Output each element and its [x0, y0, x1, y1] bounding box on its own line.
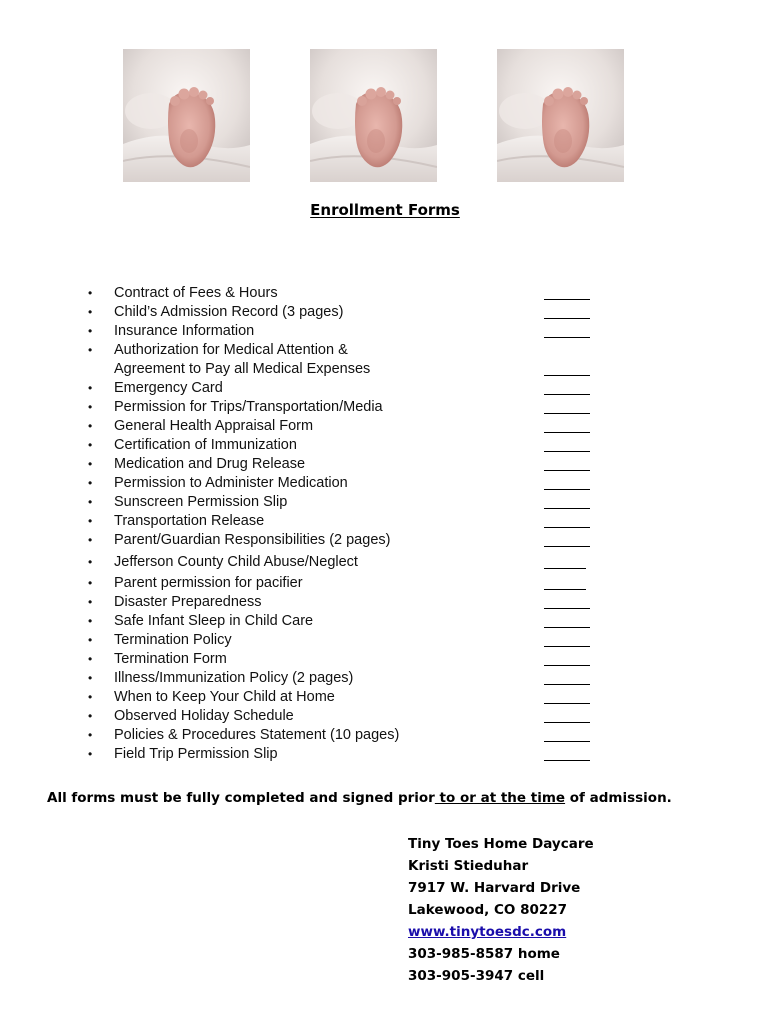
- bullet-icon: •: [88, 728, 93, 742]
- bullet-icon: •: [88, 419, 93, 433]
- checkoff-blank[interactable]: [544, 508, 590, 509]
- enrollment-form-list: [88, 284, 608, 764]
- form-name: Policies & Procedures Statement (10 pages): [114, 727, 400, 743]
- checkoff-blank[interactable]: [544, 665, 590, 666]
- form-list-item: [88, 612, 608, 631]
- form-name: Permission to Administer Medication: [114, 475, 348, 491]
- checkoff-blank[interactable]: [544, 413, 590, 414]
- form-name: Observed Holiday Schedule: [114, 708, 294, 724]
- home-phone: 303-985-8587 home: [408, 946, 560, 962]
- form-list-item: [88, 303, 608, 322]
- bullet-icon: •: [88, 286, 93, 300]
- form-name: Field Trip Permission Slip: [114, 746, 278, 762]
- bullet-icon: •: [88, 400, 93, 414]
- checkoff-blank[interactable]: [544, 318, 590, 319]
- bullet-icon: •: [88, 495, 93, 509]
- form-list-item: [88, 726, 608, 745]
- form-name: Transportation Release: [114, 513, 265, 529]
- form-name: Medication and Drug Release: [114, 456, 306, 472]
- bullet-icon: •: [88, 576, 93, 590]
- bullet-icon: •: [88, 514, 93, 528]
- form-list-item: [88, 631, 608, 650]
- bullet-icon: •: [88, 533, 93, 547]
- form-list-item: [88, 512, 608, 531]
- bullet-icon: •: [88, 343, 93, 357]
- form-name: Child’s Admission Record (3 pages): [114, 304, 344, 320]
- checkoff-blank[interactable]: [544, 684, 590, 685]
- city-state-zip: Lakewood, CO 80227: [408, 902, 568, 918]
- form-list-item: [88, 593, 608, 612]
- checkoff-blank[interactable]: [544, 646, 590, 647]
- bullet-icon: •: [88, 671, 93, 685]
- form-list-item: [88, 341, 608, 360]
- form-name: Certification of Immunization: [114, 437, 297, 453]
- checkoff-blank[interactable]: [544, 741, 590, 742]
- form-name: Disaster Preparedness: [114, 594, 262, 610]
- bullet-icon: •: [88, 476, 93, 490]
- form-list-item: [88, 553, 608, 572]
- form-list-item: [88, 531, 608, 550]
- form-list-item: [88, 455, 608, 474]
- bullet-icon: •: [88, 555, 93, 569]
- note-text-end: of admission.: [565, 790, 672, 806]
- bullet-icon: •: [88, 381, 93, 395]
- checkoff-blank[interactable]: [544, 451, 590, 452]
- bullet-icon: •: [88, 709, 93, 723]
- form-name: General Health Appraisal Form: [114, 418, 314, 434]
- form-list-item: [88, 745, 608, 764]
- checkoff-blank[interactable]: [544, 703, 590, 704]
- bullet-icon: •: [88, 633, 93, 647]
- completion-note: [47, 790, 747, 806]
- checkoff-blank[interactable]: [544, 489, 590, 490]
- form-name: Termination Form: [114, 651, 227, 667]
- checkoff-blank[interactable]: [544, 299, 590, 300]
- bullet-icon: •: [88, 305, 93, 319]
- form-list-item: [88, 360, 608, 379]
- baby-feet-photo-right: [497, 49, 624, 182]
- form-list-item: [88, 669, 608, 688]
- baby-feet-photo-left: [123, 49, 250, 182]
- cell-phone: 303-905-3947 cell: [408, 968, 545, 984]
- bullet-icon: •: [88, 438, 93, 452]
- form-list-item: [88, 493, 608, 512]
- business-name: Tiny Toes Home Daycare: [408, 836, 594, 852]
- street-address: 7917 W. Harvard Drive: [408, 880, 581, 896]
- form-name: Authorization for Medical Attention &: [114, 342, 348, 358]
- page-title-text: Enrollment Forms: [310, 201, 460, 219]
- checkoff-blank[interactable]: [544, 394, 590, 395]
- checkoff-blank[interactable]: [544, 470, 590, 471]
- checkoff-blank[interactable]: [544, 760, 590, 761]
- form-list-item: [88, 398, 608, 417]
- bullet-icon: •: [88, 324, 93, 338]
- form-name: Agreement to Pay all Medical Expenses: [114, 361, 371, 377]
- page-title: [0, 201, 770, 219]
- bullet-icon: •: [88, 690, 93, 704]
- form-list-item: [88, 322, 608, 341]
- checkoff-blank[interactable]: [544, 627, 590, 628]
- bullet-icon: •: [88, 595, 93, 609]
- form-name: Contract of Fees & Hours: [114, 285, 278, 301]
- form-list-item: [88, 436, 608, 455]
- checkoff-blank[interactable]: [544, 568, 586, 569]
- note-text-start: All forms must be fully completed and signed prior: [47, 790, 435, 806]
- contact-block: [408, 833, 748, 987]
- note-text-underlined: to or at the time: [434, 790, 566, 806]
- form-list-item: [88, 650, 608, 669]
- form-name: Permission for Trips/Transportation/Media: [114, 399, 383, 415]
- form-list-item: [88, 574, 608, 593]
- baby-feet-photo-center: [310, 49, 437, 182]
- checkoff-blank[interactable]: [544, 608, 590, 609]
- form-name: Insurance Information: [114, 323, 255, 339]
- bullet-icon: •: [88, 457, 93, 471]
- form-name: When to Keep Your Child at Home: [114, 689, 335, 705]
- bullet-icon: •: [88, 747, 93, 761]
- bullet-icon: •: [88, 614, 93, 628]
- form-list-item: [88, 688, 608, 707]
- form-name: Safe Infant Sleep in Child Care: [114, 613, 314, 629]
- checkoff-blank[interactable]: [544, 375, 590, 376]
- checkoff-blank[interactable]: [544, 527, 590, 528]
- form-name: Illness/Immunization Policy (2 pages): [114, 670, 354, 686]
- form-list-item: [88, 417, 608, 436]
- form-name: Jefferson County Child Abuse/Neglect: [114, 554, 358, 570]
- checkoff-blank[interactable]: [544, 722, 590, 723]
- checkoff-blank[interactable]: [544, 546, 590, 547]
- form-name: Parent/Guardian Responsibilities (2 pages): [114, 532, 391, 548]
- form-name: Parent permission for pacifier: [114, 575, 303, 591]
- bullet-icon: •: [88, 652, 93, 666]
- checkoff-blank[interactable]: [544, 337, 590, 338]
- form-name: Emergency Card: [114, 380, 223, 396]
- checkoff-blank[interactable]: [544, 432, 590, 433]
- form-name: Termination Policy: [114, 632, 232, 648]
- form-list-item: [88, 474, 608, 493]
- contact-person: Kristi Stieduhar: [408, 858, 529, 874]
- form-list-item: [88, 707, 608, 726]
- website-link[interactable]: www.tinytoesdc.com: [408, 924, 567, 940]
- form-name: Sunscreen Permission Slip: [114, 494, 288, 510]
- form-list-item: [88, 379, 608, 398]
- form-list-item: [88, 284, 608, 303]
- checkoff-blank[interactable]: [544, 589, 586, 590]
